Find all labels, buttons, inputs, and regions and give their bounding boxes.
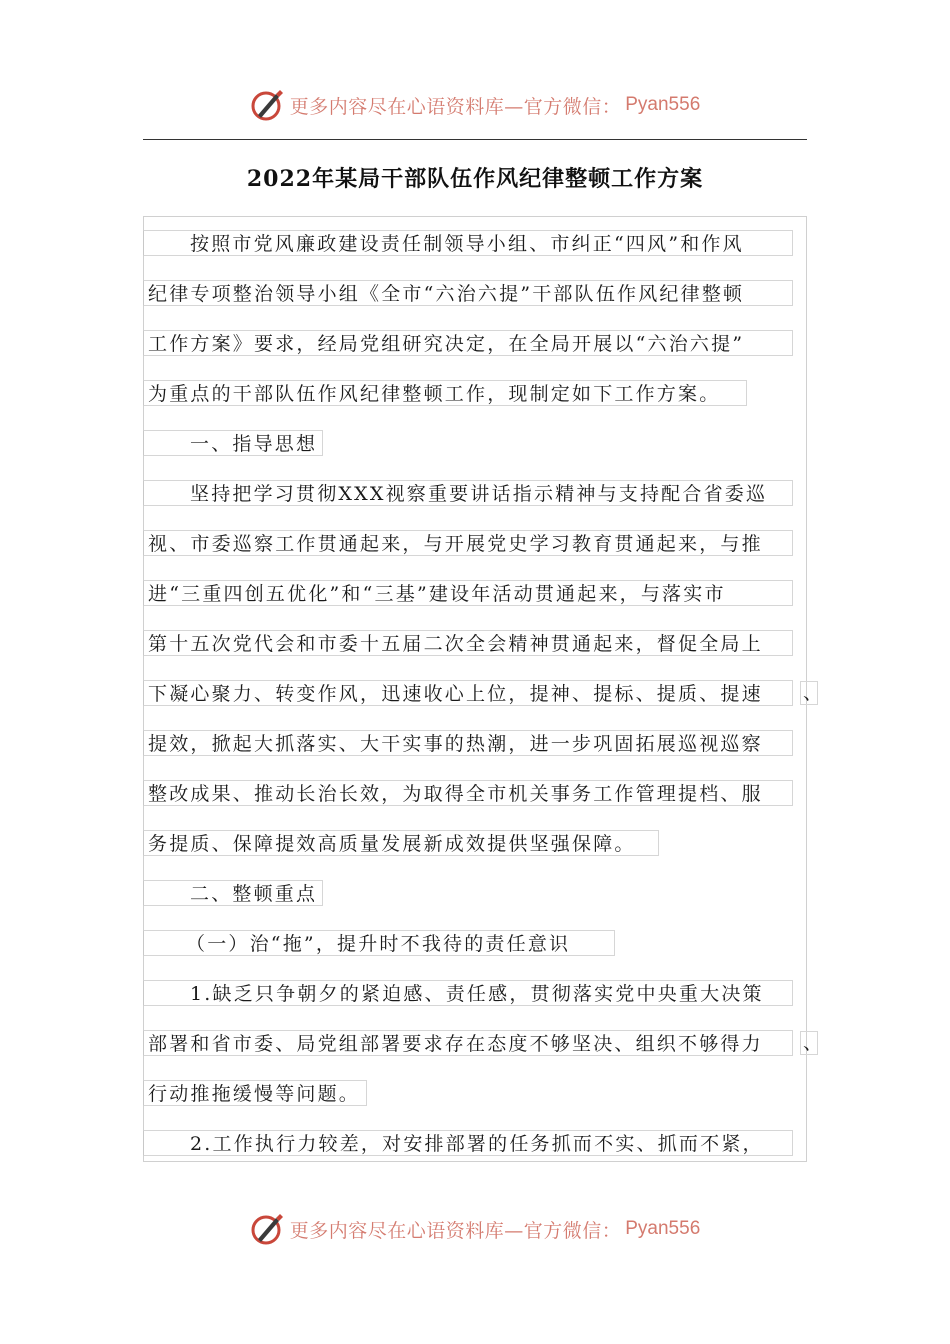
wechat-id: Pyan556 bbox=[625, 94, 701, 115]
wechat-id: Pyan556 bbox=[625, 1218, 701, 1239]
document-title: 2022年某局干部队伍作风纪律整顿工作方案 bbox=[246, 166, 704, 192]
header-banner bbox=[0, 84, 950, 126]
banner-text: 更多内容尽在心语资料库—官方微信： bbox=[289, 95, 622, 118]
text-line: 务提质、保障提效高质量发展新成效提供坚强保障。 bbox=[143, 830, 659, 856]
footer-banner bbox=[0, 1208, 950, 1250]
header-divider bbox=[143, 139, 807, 140]
text-line: 1.缺乏只争朝夕的紧迫感、责任感，贯彻落实党中央重大决策 bbox=[143, 980, 793, 1006]
subsection-heading: （一）治“拖”，提升时不我待的责任意识 bbox=[143, 930, 615, 956]
text-line: 第十五次党代会和市委十五届二次全会精神贯通起来，督促全局上 bbox=[143, 630, 793, 656]
text-line: 提效，掀起大抓落实、大干实事的热潮，进一步巩固拓展巡视巡察 bbox=[143, 730, 793, 756]
text-line: 2.工作执行力较差，对安排部署的任务抓而不实、抓而不紧， bbox=[143, 1130, 793, 1156]
text-line: 下凝心聚力、转变作风，迅速收心上位，提神、提标、提质、提速 bbox=[143, 680, 793, 706]
text-line: 部署和省市委、局党组部署要求存在态度不够坚决、组织不够得力 bbox=[143, 1030, 793, 1056]
text-line: 为重点的干部队伍作风纪律整顿工作，现制定如下工作方案。 bbox=[143, 380, 747, 406]
text-line: 工作方案》要求，经局党组研究决定，在全局开展以“六治六提” bbox=[143, 330, 793, 356]
text-line: 整改成果、推动长治长效，为取得全市机关事务工作管理提档、服 bbox=[143, 780, 793, 806]
overflow-punctuation: 、 bbox=[800, 1031, 818, 1055]
pen-in-circle-icon bbox=[250, 88, 284, 122]
section-heading: 一、指导思想 bbox=[143, 430, 323, 456]
text-line: 进“三重四创五优化”和“三基”建设年活动贯通起来，与落实市 bbox=[143, 580, 793, 606]
text-line: 纪律专项整治领导小组《全市“六治六提”干部队伍作风纪律整顿 bbox=[143, 280, 793, 306]
section-heading: 二、整顿重点 bbox=[143, 880, 323, 906]
banner-text: 更多内容尽在心语资料库—官方微信： bbox=[289, 1219, 622, 1242]
text-line: 按照市党风廉政建设责任制领导小组、市纠正“四风”和作风 bbox=[143, 230, 793, 256]
pen-in-circle-icon bbox=[250, 1212, 284, 1246]
overflow-punctuation: 、 bbox=[800, 681, 818, 705]
text-line: 坚持把学习贯彻XXX视察重要讲话指示精神与支持配合省委巡 bbox=[143, 480, 793, 506]
text-line: 视、市委巡察工作贯通起来，与开展党史学习教育贯通起来，与推 bbox=[143, 530, 793, 556]
text-line: 行动推拖缓慢等问题。 bbox=[143, 1080, 367, 1106]
